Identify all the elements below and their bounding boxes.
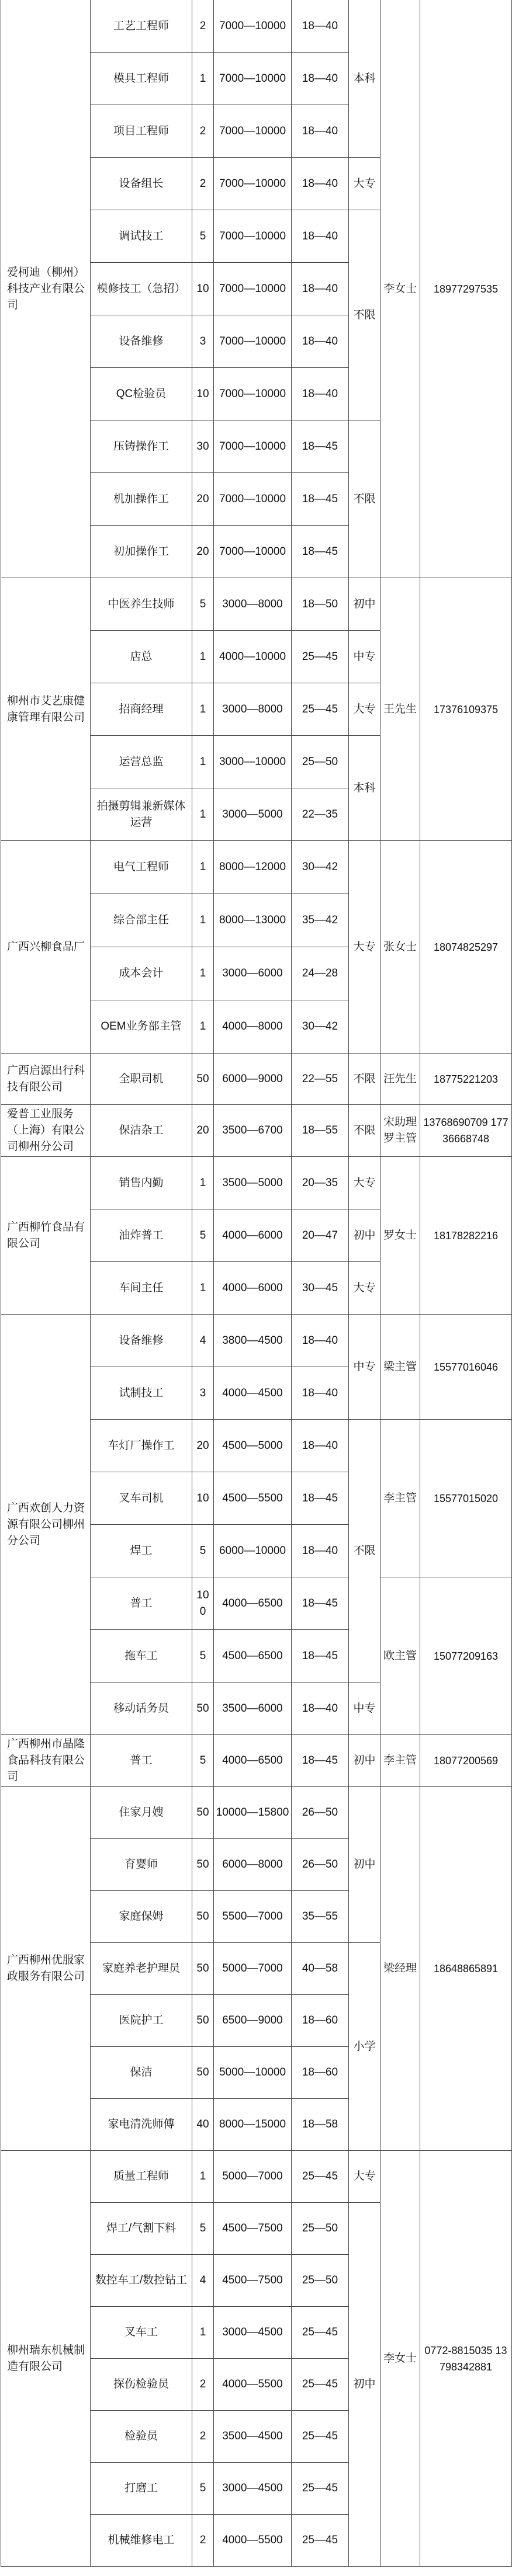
headcount: 2: [192, 2515, 214, 2567]
headcount: 1: [192, 894, 214, 947]
age-range: 18—55: [292, 1105, 349, 1157]
salary-range: 3000—4500: [214, 2307, 292, 2359]
salary-range: 6000—8000: [214, 1839, 292, 1891]
salary-range: 7000—10000: [214, 158, 292, 210]
headcount: 50: [192, 1787, 214, 1839]
company-name: 广西启源出行科技有限公司: [1, 1054, 91, 1105]
age-range: 40—58: [292, 1943, 349, 1995]
headcount: 1: [192, 841, 214, 894]
headcount: 20: [192, 473, 214, 526]
headcount: 10: [192, 368, 214, 420]
education-requirement: 初中: [349, 1787, 380, 1943]
age-range: 25—50: [292, 2203, 349, 2255]
age-range: 18—40: [292, 1420, 349, 1472]
headcount: 10: [192, 263, 214, 315]
education-requirement: 小学: [349, 1943, 380, 2151]
job-title: 招商经理: [91, 683, 192, 736]
headcount: 1: [192, 683, 214, 736]
salary-range: 5000—10000: [214, 2047, 292, 2099]
salary-range: 5000—7000: [214, 2151, 292, 2203]
contact-phone: 18977297535: [420, 0, 512, 578]
education-requirement: 本科: [349, 736, 380, 841]
headcount: 1: [192, 2151, 214, 2203]
salary-range: 3000—8000: [214, 578, 292, 631]
contact-person: 梁经理: [380, 1787, 420, 2151]
job-title: 全职司机: [91, 1054, 192, 1105]
age-range: 26—50: [292, 1787, 349, 1839]
headcount: 20: [192, 1105, 214, 1157]
job-title: 车间主任: [91, 1262, 192, 1315]
salary-range: 4500—7500: [214, 2203, 292, 2255]
job-title: 模修技工（急招）: [91, 263, 192, 315]
headcount: 1: [192, 2307, 214, 2359]
salary-range: 7000—10000: [214, 420, 292, 473]
salary-range: 8000—15000: [214, 2099, 292, 2151]
job-title: 油炸普工: [91, 1209, 192, 1262]
salary-range: 4500—5000: [214, 1420, 292, 1472]
age-range: 18—40: [292, 158, 349, 210]
salary-range: 4000—5500: [214, 2515, 292, 2567]
age-range: 30—45: [292, 1262, 349, 1315]
headcount: 5: [192, 2463, 214, 2515]
education-requirement: 中专: [349, 631, 380, 683]
company-name: 爱柯迪（柳州）科技产业有限公司: [1, 0, 91, 578]
age-range: 22—55: [292, 1054, 349, 1105]
company-name: 广西柳州优服家政服务有限公司: [1, 1787, 91, 2151]
contact-phone: 15577016046: [420, 1315, 512, 1420]
age-range: 30—42: [292, 1000, 349, 1054]
headcount: 5: [192, 1209, 214, 1262]
salary-range: 4000—5500: [214, 2359, 292, 2411]
salary-range: 7000—10000: [214, 473, 292, 526]
education-requirement: 大专: [349, 2151, 380, 2203]
education-requirement: 初中: [349, 578, 380, 631]
job-title: 保洁杂工: [91, 1105, 192, 1157]
salary-range: 4000—10000: [214, 631, 292, 683]
headcount: 1: [192, 53, 214, 105]
headcount: 5: [192, 1525, 214, 1577]
table-row: [1, 1157, 512, 1209]
contact-person: 张女士: [380, 841, 420, 1054]
headcount: 2: [192, 158, 214, 210]
contact-phone: 18775221203: [420, 1054, 512, 1105]
age-range: 18—45: [292, 1472, 349, 1525]
age-range: 18—40: [292, 0, 349, 53]
salary-range: 3000—6000: [214, 947, 292, 1000]
company-name: 广西柳竹食品有限公司: [1, 1157, 91, 1315]
salary-range: 3500—6000: [214, 1682, 292, 1735]
company-name: 广西兴柳食品厂: [1, 841, 91, 1054]
headcount: 1: [192, 1157, 214, 1209]
age-range: 25—45: [292, 683, 349, 736]
headcount: 100: [192, 1577, 214, 1630]
age-range: 25—45: [292, 2515, 349, 2567]
table-row: [1, 578, 512, 631]
headcount: 5: [192, 1735, 214, 1787]
job-title: 机械维修电工: [91, 2515, 192, 2567]
headcount: 1: [192, 788, 214, 841]
job-title: 检验员: [91, 2411, 192, 2463]
job-title: 销售内勤: [91, 1157, 192, 1209]
job-title: 模具工程师: [91, 53, 192, 105]
company-name: 柳州市艾艺康健康管理有限公司: [1, 578, 91, 841]
age-range: 18—40: [292, 53, 349, 105]
table-row: [1, 1054, 512, 1105]
salary-range: 7000—10000: [214, 105, 292, 158]
table-row: [1, 1735, 512, 1787]
age-range: 18—40: [292, 263, 349, 315]
contact-person: 汪先生: [380, 1054, 420, 1105]
contact-phone: 18077200569: [420, 1735, 512, 1787]
job-title: 试制技工: [91, 1367, 192, 1420]
salary-range: 4000—6000: [214, 1209, 292, 1262]
salary-range: 3000—5000: [214, 788, 292, 841]
job-title: 叉车司机: [91, 1472, 192, 1525]
salary-range: 5000—7000: [214, 1943, 292, 1995]
salary-range: 3500—4500: [214, 2411, 292, 2463]
headcount: 40: [192, 2099, 214, 2151]
headcount: 10: [192, 1472, 214, 1525]
headcount: 50: [192, 1943, 214, 1995]
age-range: 35—42: [292, 894, 349, 947]
headcount: 1: [192, 1262, 214, 1315]
job-title: 拖车工: [91, 1630, 192, 1682]
salary-range: 8000—13000: [214, 894, 292, 947]
age-range: 18—60: [292, 2047, 349, 2099]
education-requirement: 大专: [349, 683, 380, 736]
job-title: 探伤检验员: [91, 2359, 192, 2411]
job-title: 设备组长: [91, 158, 192, 210]
age-range: 25—45: [292, 2411, 349, 2463]
salary-range: 3500—5000: [214, 1157, 292, 1209]
age-range: 26—50: [292, 1839, 349, 1891]
age-range: 25—45: [292, 2359, 349, 2411]
job-title: 中医养生技师: [91, 578, 192, 631]
job-title: 车灯厂操作工: [91, 1420, 192, 1472]
contact-phone: 17376109375: [420, 578, 512, 841]
table-row: [1, 841, 512, 894]
age-range: 18—40: [292, 1367, 349, 1420]
headcount: 30: [192, 420, 214, 473]
age-range: 18—50: [292, 578, 349, 631]
job-title: 质量工程师: [91, 2151, 192, 2203]
headcount: 50: [192, 1839, 214, 1891]
education-requirement: 不限: [349, 420, 380, 578]
age-range: 18—45: [292, 473, 349, 526]
salary-range: 7000—10000: [214, 315, 292, 368]
contact-person: 李女士: [380, 2151, 420, 2567]
salary-range: 3000—10000: [214, 736, 292, 788]
age-range: 18—40: [292, 368, 349, 420]
age-range: 20—47: [292, 1209, 349, 1262]
headcount: 1: [192, 736, 214, 788]
contact-person: 梁主管: [380, 1315, 420, 1420]
headcount: 1: [192, 1000, 214, 1054]
table-row: [1, 0, 512, 53]
job-title: 设备维修: [91, 315, 192, 368]
job-title: 住家月嫂: [91, 1787, 192, 1839]
job-title: 家庭保姆: [91, 1891, 192, 1943]
salary-range: 6500—9000: [214, 1995, 292, 2047]
education-requirement: 大专: [349, 1262, 380, 1315]
job-title: 工艺工程师: [91, 0, 192, 53]
table-row: [1, 1315, 512, 1367]
salary-range: 8000—12000: [214, 841, 292, 894]
age-range: 18—58: [292, 2099, 349, 2151]
contact-phone: 18178282216: [420, 1157, 512, 1315]
job-title: 焊工/气割下料: [91, 2203, 192, 2255]
headcount: 50: [192, 1682, 214, 1735]
age-range: 25—45: [292, 2151, 349, 2203]
job-title: 设备维修: [91, 1315, 192, 1367]
contact-person: 罗女士: [380, 1157, 420, 1315]
headcount: 50: [192, 1995, 214, 2047]
education-requirement: 本科: [349, 0, 380, 158]
salary-range: 7000—10000: [214, 368, 292, 420]
headcount: 5: [192, 210, 214, 263]
headcount: 1: [192, 947, 214, 1000]
headcount: 2: [192, 2411, 214, 2463]
age-range: 24—28: [292, 947, 349, 1000]
headcount: 2: [192, 105, 214, 158]
headcount: 5: [192, 2203, 214, 2255]
salary-range: 3800—4500: [214, 1315, 292, 1367]
job-title: 普工: [91, 1735, 192, 1787]
salary-range: 4000—4500: [214, 1367, 292, 1420]
headcount: 4: [192, 2255, 214, 2307]
salary-range: 4500—7500: [214, 2255, 292, 2307]
age-range: 20—35: [292, 1157, 349, 1209]
salary-range: 7000—10000: [214, 263, 292, 315]
age-range: 18—40: [292, 1315, 349, 1367]
age-range: 18—45: [292, 1577, 349, 1630]
education-requirement: 中专: [349, 1315, 380, 1420]
salary-range: 4000—8000: [214, 1000, 292, 1054]
job-title: 初加操作工: [91, 526, 192, 578]
salary-range: 4500—6500: [214, 1630, 292, 1682]
job-title: 叉车工: [91, 2307, 192, 2359]
job-title: 普工: [91, 1577, 192, 1630]
age-range: 18—40: [292, 315, 349, 368]
education-requirement: 不限: [349, 1420, 380, 1682]
salary-range: 3500—6700: [214, 1105, 292, 1157]
company-name: 爱普工业服务（上海）有限公司柳州分公司: [1, 1105, 91, 1157]
job-title: 机加操作工: [91, 473, 192, 526]
education-requirement: 大专: [349, 158, 380, 210]
age-range: 18—40: [292, 1525, 349, 1577]
age-range: 25—45: [292, 631, 349, 683]
salary-range: 7000—10000: [214, 0, 292, 53]
age-range: 18—40: [292, 1682, 349, 1735]
job-title: QC检验员: [91, 368, 192, 420]
salary-range: 3000—4500: [214, 2463, 292, 2515]
age-range: 22—35: [292, 788, 349, 841]
salary-range: 7000—10000: [214, 53, 292, 105]
education-requirement: 初中: [349, 2203, 380, 2567]
headcount: 3: [192, 1367, 214, 1420]
salary-range: 4500—5500: [214, 1472, 292, 1525]
headcount: 50: [192, 1054, 214, 1105]
headcount: 3: [192, 315, 214, 368]
salary-range: 7000—10000: [214, 210, 292, 263]
education-requirement: 大专: [349, 1157, 380, 1209]
age-range: 30—42: [292, 841, 349, 894]
headcount: 50: [192, 1891, 214, 1943]
table-row: [1, 1105, 512, 1157]
age-range: 25—45: [292, 2307, 349, 2359]
age-range: 18—40: [292, 210, 349, 263]
headcount: 2: [192, 2359, 214, 2411]
contact-person: 王先生: [380, 578, 420, 841]
age-range: 18—45: [292, 1630, 349, 1682]
headcount: 50: [192, 2047, 214, 2099]
age-range: 35—55: [292, 1891, 349, 1943]
contact-phone: 15577015020: [420, 1420, 512, 1577]
job-title: 成本会计: [91, 947, 192, 1000]
age-range: 18—45: [292, 526, 349, 578]
salary-range: 10000—15800: [214, 1787, 292, 1839]
headcount: 5: [192, 1630, 214, 1682]
job-title: 育婴师: [91, 1839, 192, 1891]
company-name: 广西柳州市晶隆食品科技有限公司: [1, 1735, 91, 1787]
job-title: 移动话务员: [91, 1682, 192, 1735]
education-requirement: 大专: [349, 841, 380, 1054]
headcount: 20: [192, 1420, 214, 1472]
age-range: 25—45: [292, 2463, 349, 2515]
job-title: 家电清洗师傅: [91, 2099, 192, 2151]
company-name: 柳州瑞东机械制造有限公司: [1, 2151, 91, 2567]
contact-phone: 13768690709 17736668748: [420, 1105, 512, 1157]
salary-range: 4000—6000: [214, 1262, 292, 1315]
contact-phone: 15077209163: [420, 1577, 512, 1735]
job-title: 打磨工: [91, 2463, 192, 2515]
contact-person: 宋助理 罗主管: [380, 1105, 420, 1157]
job-title: 项目工程师: [91, 105, 192, 158]
headcount: 4: [192, 1315, 214, 1367]
job-title: 家庭养老护理员: [91, 1943, 192, 1995]
job-title: 运营总监: [91, 736, 192, 788]
education-requirement: 不限: [349, 1054, 380, 1105]
salary-range: 7000—10000: [214, 526, 292, 578]
table-row: [1, 1787, 512, 1839]
education-requirement: 初中: [349, 1735, 380, 1787]
salary-range: 5500—7000: [214, 1891, 292, 1943]
age-range: 18—45: [292, 1735, 349, 1787]
headcount: 5: [192, 578, 214, 631]
contact-person: 欧主管: [380, 1577, 420, 1735]
job-title: 拍摄剪辑兼新媒体运营: [91, 788, 192, 841]
salary-range: 4000—6500: [214, 1577, 292, 1630]
contact-person: 李主管: [380, 1735, 420, 1787]
age-range: 18—60: [292, 1995, 349, 2047]
contact-phone: 18074825297: [420, 841, 512, 1054]
contact-phone: 0772-8815035 13798342881: [420, 2151, 512, 2567]
age-range: 18—40: [292, 105, 349, 158]
headcount: 1: [192, 631, 214, 683]
salary-range: 6000—10000: [214, 1525, 292, 1577]
job-title: OEM业务部主管: [91, 1000, 192, 1054]
job-title: 焊工: [91, 1525, 192, 1577]
job-listing-table: [1, 0, 512, 2567]
company-name: 广西欢创人力资源有限公司柳州分公司: [1, 1315, 91, 1735]
age-range: 18—45: [292, 420, 349, 473]
job-title: 医院护工: [91, 1995, 192, 2047]
table-row: [1, 2151, 512, 2203]
job-title: 保洁: [91, 2047, 192, 2099]
contact-person: 李主管: [380, 1420, 420, 1577]
education-requirement: 不限: [349, 1105, 380, 1157]
job-title: 电气工程师: [91, 841, 192, 894]
salary-range: 3000—8000: [214, 683, 292, 736]
job-title: 调试技工: [91, 210, 192, 263]
job-title: 压铸操作工: [91, 420, 192, 473]
headcount: 20: [192, 526, 214, 578]
education-requirement: 初中: [349, 1209, 380, 1262]
age-range: 25—50: [292, 736, 349, 788]
salary-range: 4000—6500: [214, 1735, 292, 1787]
job-title: 综合部主任: [91, 894, 192, 947]
headcount: 2: [192, 0, 214, 53]
contact-phone: 18648865891: [420, 1787, 512, 2151]
contact-person: 李女士: [380, 0, 420, 578]
salary-range: 6000—9000: [214, 1054, 292, 1105]
job-title: 数控车工/数控钻工: [91, 2255, 192, 2307]
education-requirement: 中专: [349, 1682, 380, 1735]
education-requirement: 不限: [349, 210, 380, 420]
age-range: 25—50: [292, 2255, 349, 2307]
job-title: 店总: [91, 631, 192, 683]
